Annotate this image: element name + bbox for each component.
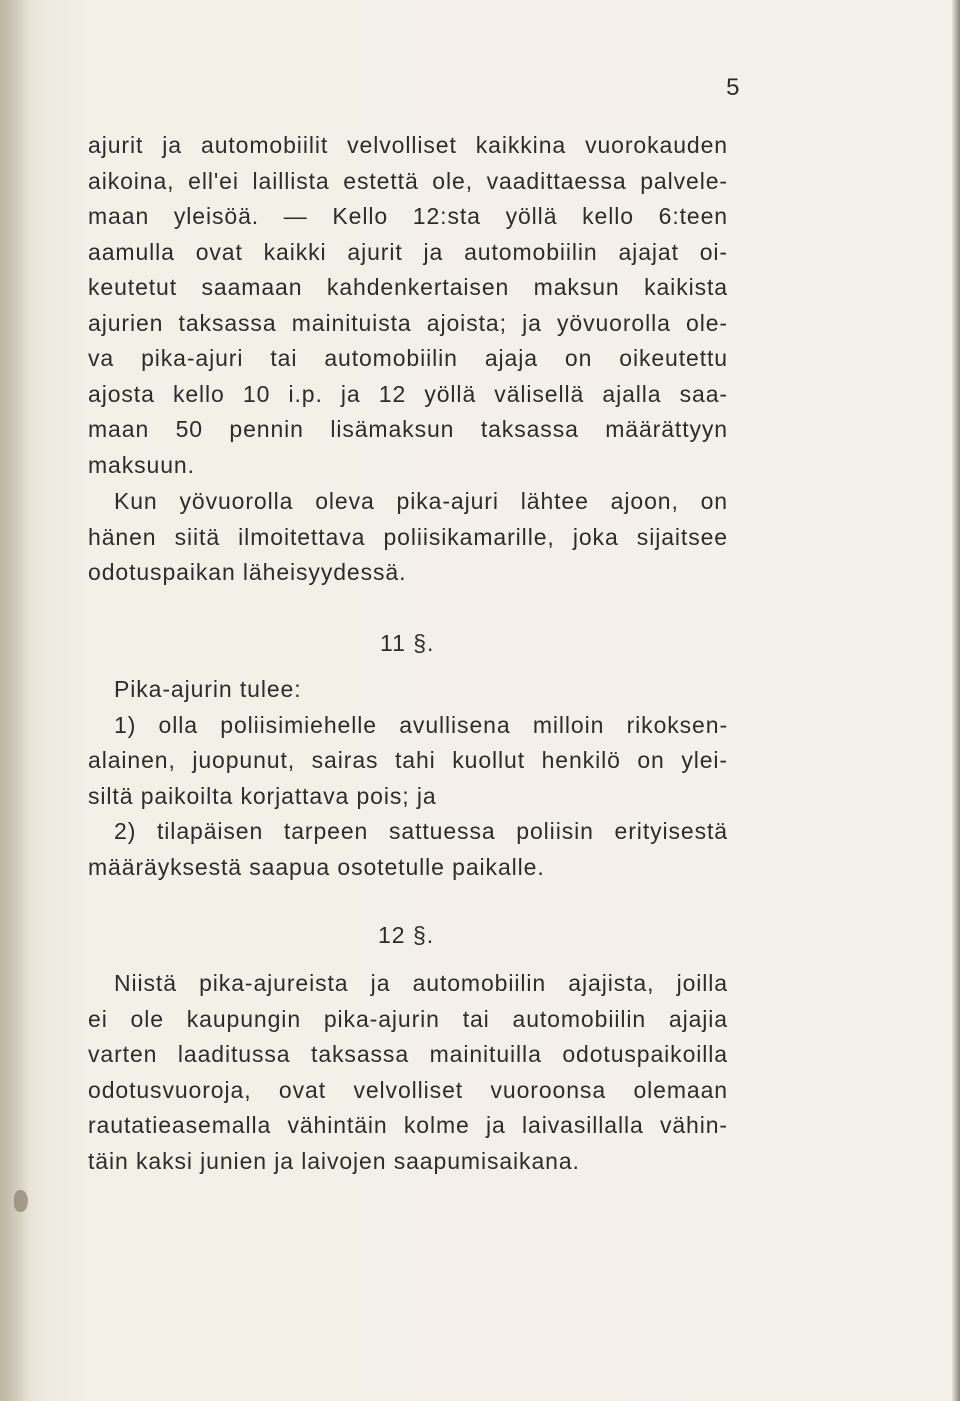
text-line: alainen, juopunut, sairas tahi kuollut henkilö on ylei-	[88, 747, 728, 773]
page-number: 5	[726, 74, 740, 101]
text-line: ajurit ja automobiilit velvolliset kaikkina vuorokauden	[88, 132, 728, 158]
text-line: täin kaksi junien ja laivojen saapumisaikana.	[88, 1147, 580, 1174]
text-line: ajosta kello 10 i.p. ja 12 yöllä välisellä ajalla saa-	[88, 380, 728, 407]
section-12-heading: 12 §.	[378, 922, 435, 948]
text-line: Kun yövuorolla oleva pika-ajuri lähtee ajoon, on	[114, 488, 728, 514]
text-line: 1) olla poliisimiehelle avullisena milloin rikoksen-	[114, 711, 728, 738]
paragraph-2	[88, 484, 728, 591]
text-line: maksuun.	[88, 451, 195, 478]
section-12-body	[88, 966, 728, 1179]
text-line: hänen siitä ilmoitettava poliisikamarille, joka sijaitsee	[88, 523, 728, 550]
text-line: keutetut saamaan kahdenkertaisen maksun kaikista	[88, 274, 728, 300]
text-line: ajurien taksassa mainituista ajoista; ja yövuorolla ole-	[88, 309, 728, 336]
text-line: määräyksestä saapua osotetulle paikalle.	[88, 853, 545, 880]
text-line: Niistä pika-ajureista ja automobiilin ajajista, joilla	[114, 970, 728, 996]
section-11-heading: 11 §.	[380, 630, 435, 656]
text-line: 2) tilapäisen tarpeen sattuessa poliisin erityisestä	[114, 818, 728, 844]
text-line: ei ole kaupungin pika-ajurin tai automobiilin ajajia	[88, 1005, 728, 1032]
text-line: odotuspaikan läheisyydessä.	[88, 559, 407, 585]
text-line: varten laaditussa taksassa mainituilla odotuspaikoilla	[88, 1041, 728, 1067]
text-line: va pika-ajuri tai automobiilin ajaja on oikeutettu	[88, 345, 728, 371]
text-line: maan 50 pennin lisämaksun taksassa määrättyyn	[88, 416, 728, 442]
text-line: aamulla ovat kaikki ajurit ja automobiilin ajajat oi-	[88, 238, 728, 265]
text-line: Pika-ajurin tulee:	[114, 676, 302, 702]
text-line: odotusvuoroja, ovat velvolliset vuoroonsa olemaan	[88, 1076, 728, 1103]
page-edge	[952, 0, 960, 1401]
text-line: aikoina, ell'ei laillista estettä ole, vaadittaessa palvele-	[88, 167, 728, 194]
paragraph-1	[88, 128, 728, 483]
text-line: siltä paikoilta korjattava pois; ja	[88, 782, 437, 809]
ink-blot-mark	[14, 1190, 28, 1212]
text-line: rautatieasemalla vähintäin kolme ja laivasillalla vähin-	[88, 1112, 728, 1138]
text-line: maan yleisöä. — Kello 12:sta yöllä kello 6:teen	[88, 203, 728, 229]
section-11-body	[88, 672, 728, 885]
